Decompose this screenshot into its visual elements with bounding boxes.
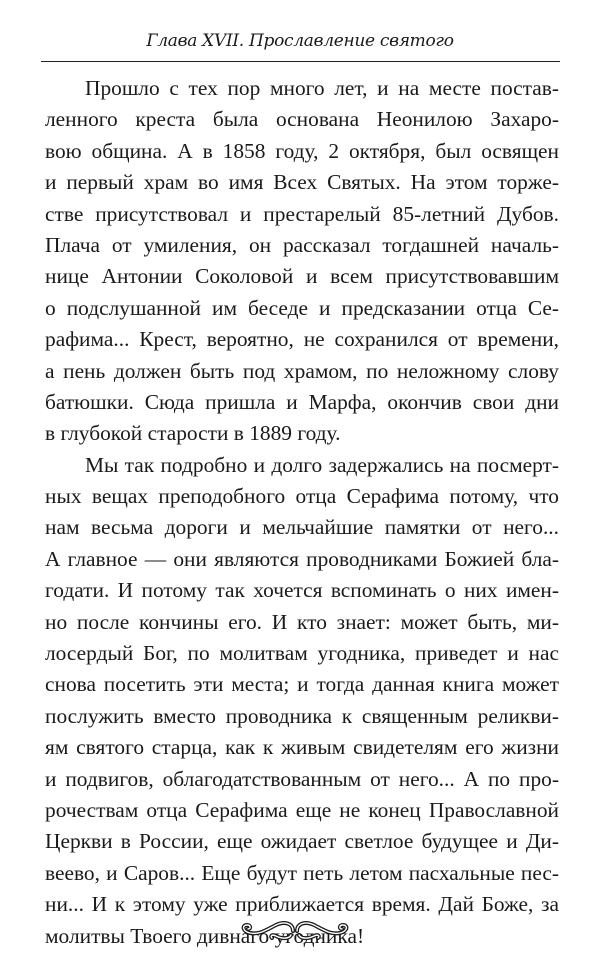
text-line: А главное — они являются проводниками Божией бла- — [45, 546, 559, 571]
text-line: ных вещах преподобного отца Серафима потому, что — [45, 484, 559, 509]
text-line: Плача от умиления, он рассказал тогдашней началь- — [45, 232, 559, 257]
body-text — [45, 73, 559, 952]
running-head-title: Глава XVII. Прославление святого — [146, 31, 454, 51]
text-line: но после кончины его. И кто знает: может быть, ми- — [45, 609, 559, 634]
paragraph-2 — [45, 450, 559, 952]
text-line: Церкви в России, еще ожидает светлое будущее и Ди- — [45, 829, 559, 854]
text-line: рафима... Крест, вероятно, не сохранился от времени, — [45, 327, 559, 352]
text-line: лосердый Бог, по молитвам угодника, приведет и нас — [45, 641, 559, 666]
text-line: ленного креста была основана Неонилою Захаро- — [45, 107, 559, 132]
text-line: о подслушанной им беседе и предсказании отца Се- — [45, 295, 559, 320]
text-line: в глубокой старости в 1889 году. — [45, 421, 341, 446]
text-line: послужить вместо проводника к священным реликви- — [45, 703, 559, 728]
text-line: батюшки. Сюда пришла и Марфа, окончив свои дни — [45, 389, 559, 414]
text-line: вою община. А в 1858 году, 2 октября, был освящен — [45, 138, 559, 163]
text-line: годати. И потому так хочется вспоминать о них имен- — [45, 578, 559, 603]
text-line: и подвигов, облагодатствованным от него... А по про- — [45, 766, 559, 791]
text-line: ям святого старца, как к живым свидетелям его жизни — [45, 735, 559, 760]
text-line: нице Антонии Соколовой и всем присутствовавшим — [45, 264, 559, 289]
text-line: и первый храм во имя Всех Святых. На этом торже- — [45, 170, 559, 195]
text-line: ни... И к этому уже приближается время. Дай Боже, за — [45, 892, 559, 917]
text-line: а пень должен быть под храмом, по неложному слову — [45, 358, 559, 383]
text-line: снова посетить эти места; и тогда данная книга может — [45, 672, 559, 697]
text-line: Мы так подробно и долго задержались на посмерт- — [85, 452, 559, 477]
text-line: Прошло с тех пор много лет, и на месте постав- — [85, 76, 559, 100]
paragraph-1 — [45, 73, 559, 450]
header-rule — [41, 61, 560, 62]
scroll-flourish-ornament-icon — [232, 918, 358, 944]
text-line: нам весьма дороги и мельчайшие памятки от него... — [45, 515, 559, 540]
text-line: веево, и Саров... Еще будут петь летом пасхальные пес- — [45, 860, 559, 885]
text-line: стве присутствовал и престарелый 85-летний Дубов. — [45, 201, 559, 226]
text-line: молитвы Твоего дивнаго угодника! — [45, 923, 365, 948]
text-line: рочествам отца Серафима еще не конец Православной — [45, 797, 559, 822]
